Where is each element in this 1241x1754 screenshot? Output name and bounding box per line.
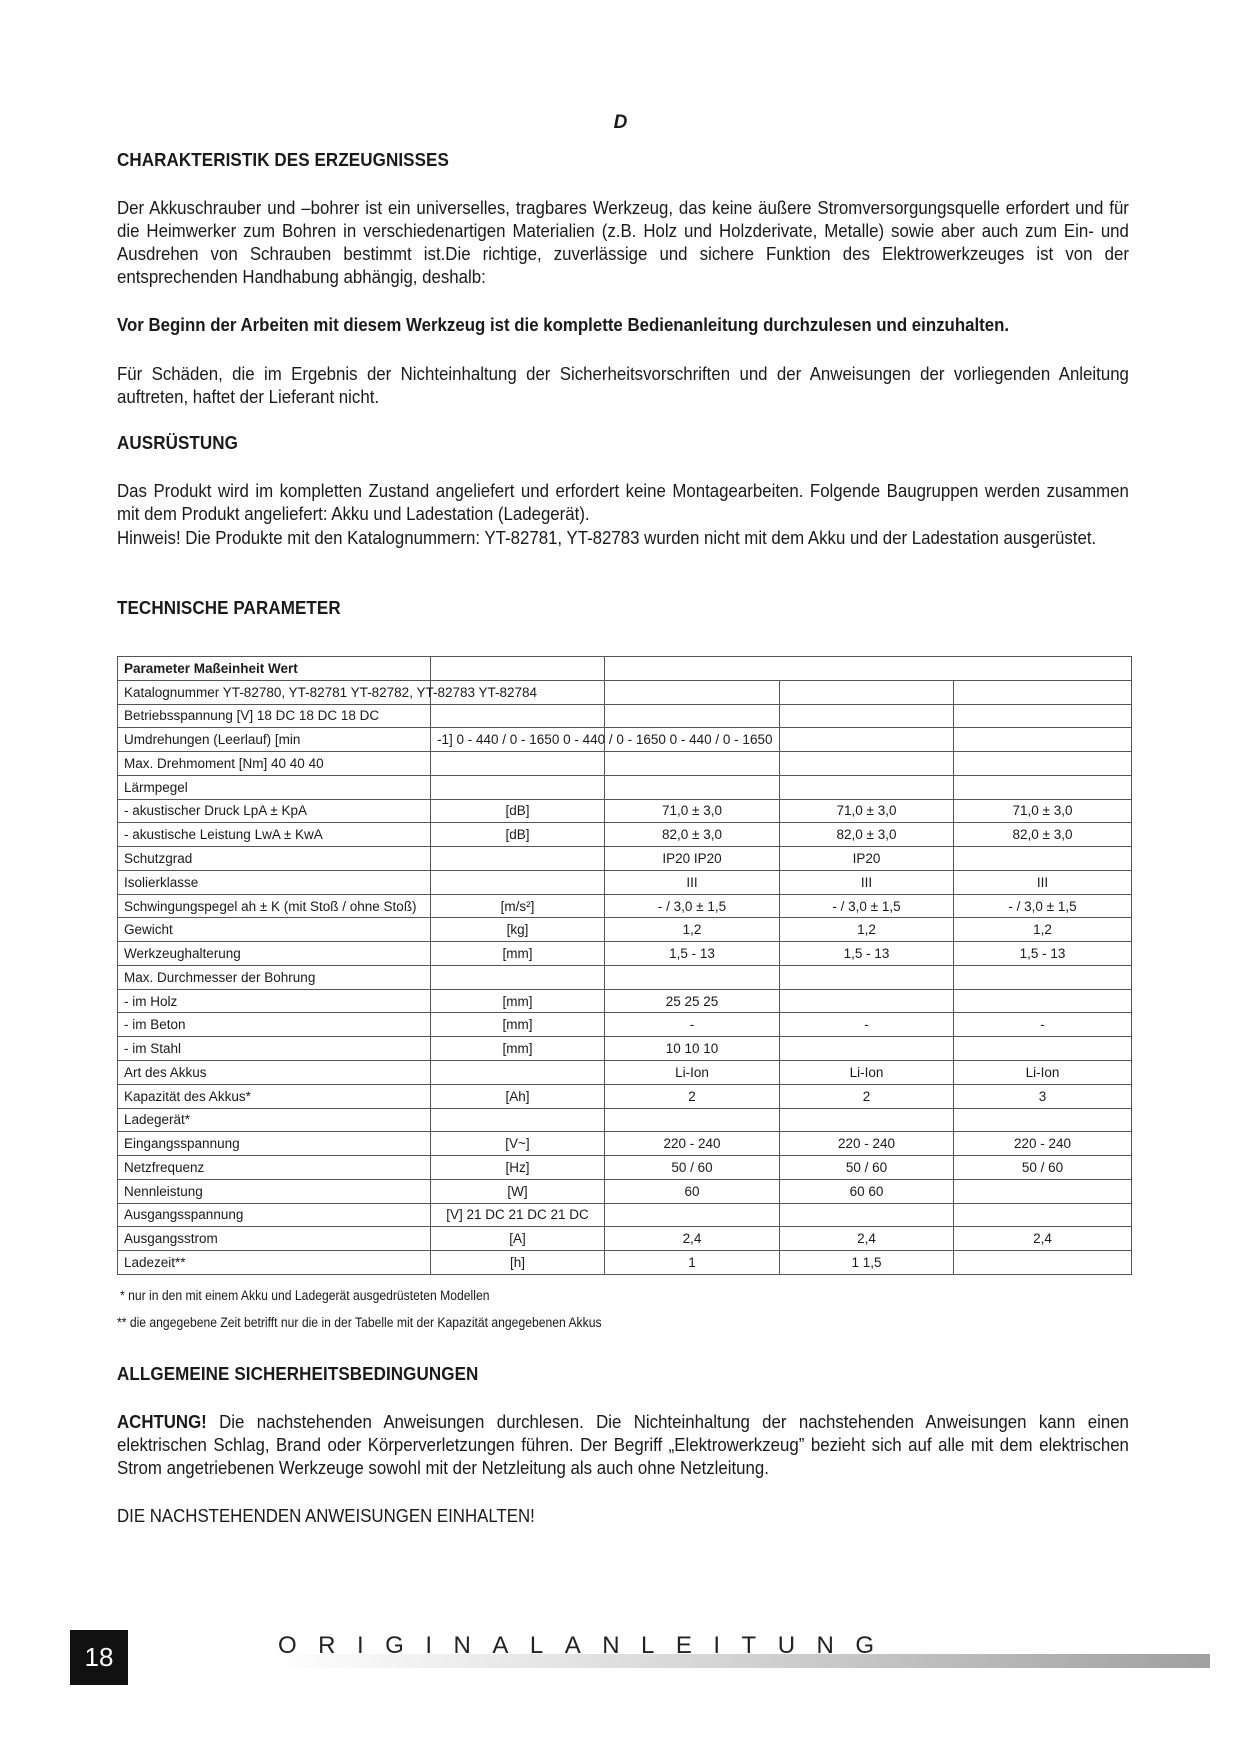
param-cell: Schwingungspegel ah ± K (mit Stoß / ohne Stoß) (118, 894, 431, 918)
value-cell (605, 752, 780, 776)
value-cell (605, 1108, 780, 1132)
table-row (118, 1251, 1132, 1275)
paragraph-hint: Hinweis! Die Produkte mit den Katalognummern: YT-82781, YT-82783 wurden nicht mit dem Akku und der Ladestation ausgerüstet. (117, 527, 1097, 548)
value-cell (605, 965, 780, 989)
unit-cell: [h] (431, 1251, 605, 1275)
table-row (118, 704, 1132, 728)
unit-cell: [dB] (431, 799, 605, 823)
param-cell: Schutzgrad (118, 847, 431, 871)
unit-cell: [m/s²] (431, 894, 605, 918)
value-cell (780, 752, 954, 776)
value-cell: 1,2 (954, 918, 1132, 942)
unit-cell (431, 752, 605, 776)
paragraph-description: Der Akkuschrauber und –bohrer ist ein universelles, tragbares Werkzeug, das keine äußere Stromversorgungsquelle erfordert und für die Heimwerker zum Bohren in verschiedenartigen Materialien (z.B. Holz und Holzderivate, Metalle) sowie aber auch zum Ein- und Ausdrehen von Schrauben bestimmt ist.Die richtige, zuverlässige und sichere Funktion des Elektrowerkzeuges ist von der entsprechenden Handhabung abhängig, deshalb: (117, 197, 1129, 287)
spec-table (117, 656, 1132, 1275)
value-cell (954, 704, 1132, 728)
param-cell: - akustischer Druck LpA ± KpA (118, 799, 431, 823)
table-row (118, 965, 1132, 989)
table-row (118, 847, 1132, 871)
param-cell: Katalognummer YT-82780, YT-82781 YT-82782, YT-82783 YT-82784 (118, 680, 431, 704)
table-row (118, 1203, 1132, 1227)
param-cell: Ladegerät* (118, 1108, 431, 1132)
value-cell: 82,0 ± 3,0 (780, 823, 954, 847)
param-cell: Max. Drehmoment [Nm] 40 40 40 (118, 752, 431, 776)
table-row (118, 1132, 1132, 1156)
value-cell: 1,2 (605, 918, 780, 942)
table-row (118, 823, 1132, 847)
table-row (118, 870, 1132, 894)
paragraph-closing: DIE NACHSTEHENDEN ANWEISUNGEN EINHALTEN! (117, 1505, 535, 1526)
unit-cell (431, 775, 605, 799)
param-cell: Ausgangsspannung (118, 1203, 431, 1227)
heading-sicherheit: ALLGEMEINE SICHERHEITSBEDINGUNGEN (117, 1363, 479, 1384)
value-cell: 3 (954, 1084, 1132, 1108)
table-row (118, 775, 1132, 799)
value-cell (780, 1203, 954, 1227)
table-row (118, 1227, 1132, 1251)
value-cell (954, 965, 1132, 989)
value-cell (954, 752, 1132, 776)
heading-charakteristik: CHARAKTERISTIK DES ERZEUGNISSES (117, 149, 449, 170)
param-cell: Werkzeughalterung (118, 942, 431, 966)
table-row (118, 1084, 1132, 1108)
unit-cell (431, 704, 605, 728)
value-cell: 1,5 - 13 (780, 942, 954, 966)
table-row (118, 1037, 1132, 1061)
value-cell (954, 1037, 1132, 1061)
unit-cell: [Hz] (431, 1156, 605, 1180)
unit-cell (431, 847, 605, 871)
achtung-text: Die nachstehenden Anweisungen durchlesen. Die Nichteinhaltung der nachstehenden Anweisungen kann einen elektrischen Schlag, Brand oder Körperverletzungen führen. Der Begriff „Elektrowerkzeug” bezieht sich auf alle mit dem elektrischen Strom angetriebenen Werkzeuge sowohl mit der Netzleitung als auch ohne Netzleitung. (117, 1411, 1129, 1478)
value-cell: 71,0 ± 3,0 (605, 799, 780, 823)
param-cell: Max. Durchmesser der Bohrung (118, 965, 431, 989)
table-header-row (118, 657, 1132, 681)
value-cell (780, 728, 954, 752)
value-cell (605, 680, 780, 704)
value-cell: III (780, 870, 954, 894)
unit-cell: [A] (431, 1227, 605, 1251)
param-cell: Isolierklasse (118, 870, 431, 894)
param-cell: Eingangsspannung (118, 1132, 431, 1156)
param-cell: Nennleistung (118, 1179, 431, 1203)
param-cell: Lärmpegel (118, 775, 431, 799)
value-cell: 82,0 ± 3,0 (954, 823, 1132, 847)
value-cell (954, 680, 1132, 704)
table-header-cell: Parameter Maßeinheit Wert (118, 657, 431, 681)
param-cell: - im Holz (118, 989, 431, 1013)
value-cell (954, 1251, 1132, 1275)
value-cell: III (605, 870, 780, 894)
value-cell: 71,0 ± 3,0 (780, 799, 954, 823)
paragraph-liability: Für Schäden, die im Ergebnis der Nichteinhaltung der Sicherheitsvorschriften und der Anweisungen der vorliegenden Anleitung auftreten, haftet der Lieferant nicht. (117, 363, 1129, 407)
unit-cell: [W] (431, 1179, 605, 1203)
table-row (118, 989, 1132, 1013)
value-cell: 71,0 ± 3,0 (954, 799, 1132, 823)
value-cell (954, 1179, 1132, 1203)
value-cell: Li-Ion (780, 1061, 954, 1085)
table-row (118, 1108, 1132, 1132)
value-cell (780, 775, 954, 799)
param-cell: Ausgangsstrom (118, 1227, 431, 1251)
param-cell: Art des Akkus (118, 1061, 431, 1085)
unit-cell: [mm] (431, 942, 605, 966)
unit-cell: [V~] (431, 1132, 605, 1156)
value-cell (954, 775, 1132, 799)
heading-ausruestung: AUSRÜSTUNG (117, 432, 239, 453)
unit-cell: [kg] (431, 918, 605, 942)
value-cell: - (954, 1013, 1132, 1037)
value-cell (780, 1037, 954, 1061)
unit-cell (431, 1061, 605, 1085)
value-cell: 1,5 - 13 (954, 942, 1132, 966)
table-row (118, 728, 1132, 752)
value-cell: 2,4 (780, 1227, 954, 1251)
value-cell: Li-Ion (954, 1061, 1132, 1085)
value-cell: 10 10 10 (605, 1037, 780, 1061)
table-row (118, 1061, 1132, 1085)
value-cell: 50 / 60 (605, 1156, 780, 1180)
param-cell: - im Stahl (118, 1037, 431, 1061)
param-cell: - akustische Leistung LwA ± KwA (118, 823, 431, 847)
value-cell: - (780, 1013, 954, 1037)
unit-cell (431, 1108, 605, 1132)
value-cell: IP20 (780, 847, 954, 871)
value-cell (780, 989, 954, 1013)
paragraph-achtung (117, 1410, 1129, 1479)
value-cell: 2,4 (954, 1227, 1132, 1251)
unit-cell (431, 965, 605, 989)
value-cell: 1,5 - 13 (605, 942, 780, 966)
value-cell (954, 847, 1132, 871)
unit-cell (431, 870, 605, 894)
value-cell: - (605, 1013, 780, 1037)
table-row (118, 894, 1132, 918)
value-cell: - / 3,0 ± 1,5 (954, 894, 1132, 918)
value-cell (954, 989, 1132, 1013)
unit-cell: [mm] (431, 1037, 605, 1061)
value-cell (780, 965, 954, 989)
param-cell: Umdrehungen (Leerlauf) [min (118, 728, 431, 752)
unit-cell: [mm] (431, 1013, 605, 1037)
unit-cell: [mm] (431, 989, 605, 1013)
unit-cell: [Ah] (431, 1084, 605, 1108)
paragraph-equipment: Das Produkt wird im kompletten Zustand angeliefert und erfordert keine Montagearbeiten. Folgende Baugruppen werden zusammen mit dem Produkt angeliefert: Akku und Ladestation (Ladegerät). (117, 480, 1129, 524)
heading-technische-parameter: TECHNISCHE PARAMETER (117, 597, 341, 618)
footer-label: ORIGINALANLEITUNG (278, 1632, 896, 1659)
paragraph-read-manual: Vor Beginn der Arbeiten mit diesem Werkzeug ist die komplette Bedienanleitung durchzulesen und einzuhalten. (117, 314, 1010, 335)
value-cell: 1 1,5 (780, 1251, 954, 1275)
value-cell (780, 1108, 954, 1132)
language-marker: D (613, 112, 628, 133)
param-cell: Ladezeit** (118, 1251, 431, 1275)
value-cell: 220 - 240 (605, 1132, 780, 1156)
footnote-2: ** die angegebene Zeit betrifft nur die in der Tabelle mit der Kapazität angegebenen Akkus (117, 1315, 602, 1330)
value-cell: 60 60 (780, 1179, 954, 1203)
value-cell (605, 704, 780, 728)
achtung-label: ACHTUNG! (117, 1411, 207, 1432)
unit-cell: [dB] (431, 823, 605, 847)
value-cell: 25 25 25 (605, 989, 780, 1013)
value-cell: - / 3,0 ± 1,5 (605, 894, 780, 918)
unit-cell: [V] 21 DC 21 DC 21 DC (431, 1203, 605, 1227)
value-cell: 50 / 60 (780, 1156, 954, 1180)
table-row (118, 1156, 1132, 1180)
value-cell: 1 (605, 1251, 780, 1275)
footnote-1: * nur in den mit einem Akku und Ladegerät ausgedrüsteten Modellen (120, 1288, 490, 1303)
table-row (118, 942, 1132, 966)
param-cell: Netzfrequenz (118, 1156, 431, 1180)
value-cell (780, 704, 954, 728)
value-cell (954, 1108, 1132, 1132)
param-cell: Kapazität des Akkus* (118, 1084, 431, 1108)
value-cell (780, 680, 954, 704)
table-row (118, 680, 1132, 704)
param-cell: Gewicht (118, 918, 431, 942)
value-cell: 2,4 (605, 1227, 780, 1251)
table-row (118, 1013, 1132, 1037)
value-cell: IP20 IP20 (605, 847, 780, 871)
table-row (118, 1179, 1132, 1203)
value-cell: 50 / 60 (954, 1156, 1132, 1180)
value-cell: 82,0 ± 3,0 (605, 823, 780, 847)
value-cell (605, 775, 780, 799)
value-cell (954, 728, 1132, 752)
value-cell: 220 - 240 (780, 1132, 954, 1156)
value-cell: 2 (605, 1084, 780, 1108)
page-number: 18 (70, 1630, 128, 1685)
param-cell: - im Beton (118, 1013, 431, 1037)
value-cell: 220 - 240 (954, 1132, 1132, 1156)
value-cell: 60 (605, 1179, 780, 1203)
value-cell (954, 1203, 1132, 1227)
value-cell: III (954, 870, 1132, 894)
table-row (118, 918, 1132, 942)
value-cell (605, 1203, 780, 1227)
value-cell: Li-Ion (605, 1061, 780, 1085)
value-cell: - / 3,0 ± 1,5 (780, 894, 954, 918)
param-cell: Betriebsspannung [V] 18 DC 18 DC 18 DC (118, 704, 431, 728)
value-cell: 1,2 (780, 918, 954, 942)
unit-cell: -1] 0 - 440 / 0 - 1650 0 - 440 / 0 - 1650 0 - 440 / 0 - 1650 (431, 728, 605, 752)
table-row (118, 752, 1132, 776)
value-cell: 2 (780, 1084, 954, 1108)
table-row (118, 799, 1132, 823)
